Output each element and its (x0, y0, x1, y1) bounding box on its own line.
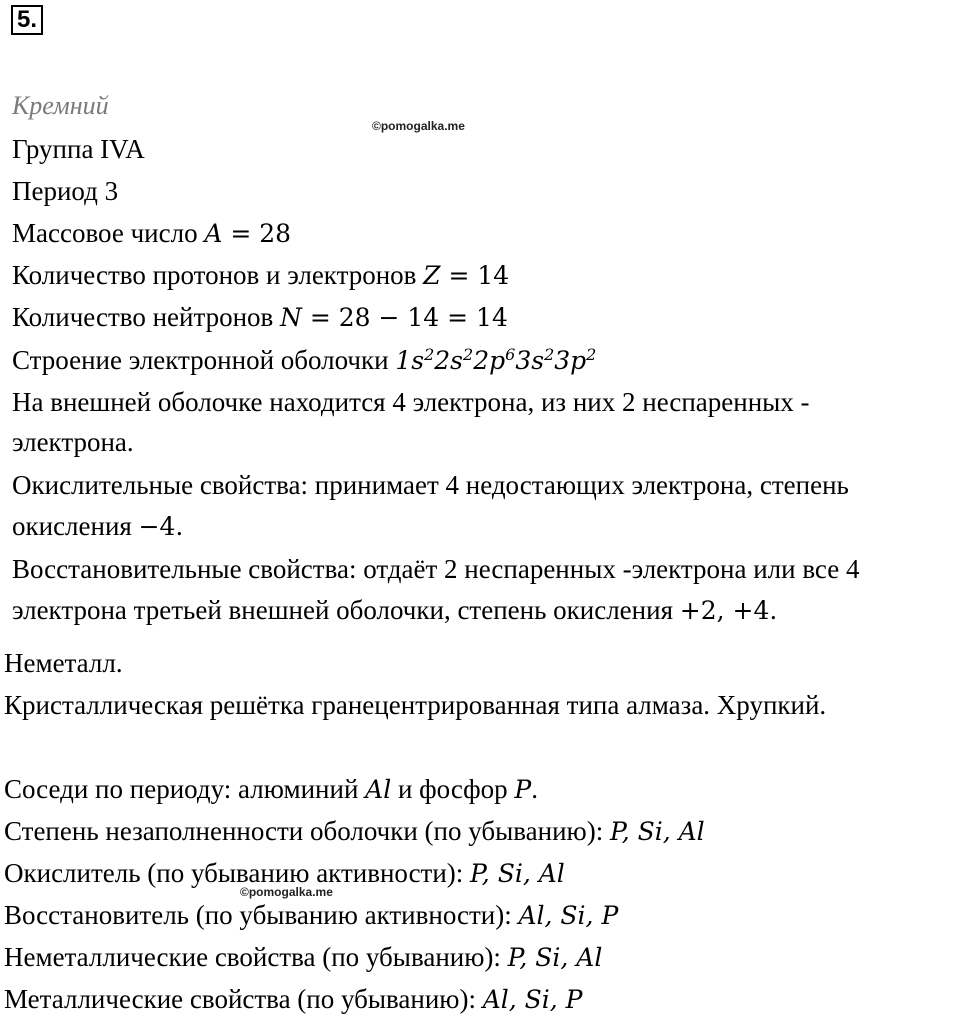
config-term-base: 3p (554, 346, 587, 375)
nonmetallic-line (4, 941, 602, 974)
watermark-top: ©pomogalka.me (372, 119, 465, 133)
metallic-line (4, 983, 583, 1016)
oxidation-label: окисления (12, 511, 139, 541)
unfilled-line (4, 815, 705, 848)
neighbors-label: Соседи по периоду: алюминий (4, 774, 366, 804)
reducer-line (4, 899, 618, 932)
period-line: Период 3 (12, 176, 119, 206)
oxidizing-line-1: Окислительные свойства: принимает 4 недостающих электрона, степень (12, 470, 849, 500)
mass-number-label: Массовое число (12, 218, 205, 248)
neighbors-and: и фосфор (391, 774, 515, 804)
config-term-superscript: 2 (424, 345, 435, 365)
task-number: 5. (11, 5, 43, 35)
reducing-label: электрона третьей внешней оболочки, степень окисления (12, 595, 680, 625)
metallic-label: Металлические свойства (по убыванию): (4, 984, 483, 1014)
config-term-superscript: 2 (586, 345, 597, 365)
unfilled-label: Степень незаполненности оболочки (по убыванию): (4, 816, 610, 846)
element-title: Кремний (12, 91, 109, 120)
outer-shell-line-1: На внешней оболочке находится 4 электрона, из них 2 неспаренных - (12, 387, 810, 417)
protons-value: = 14 (440, 261, 510, 290)
config-term-base: 3s (515, 346, 545, 375)
reducer-value: Al, Si, P (518, 901, 619, 930)
shell-structure-label: Строение электронной оболочки (12, 345, 396, 375)
oxidation-value: −4. (138, 512, 184, 541)
config-term-base: 1s (395, 346, 425, 375)
reducing-line-1: Восстановительные свойства: отдаёт 2 неспаренных -электрона или все 4 (12, 554, 860, 584)
protons-line (12, 259, 509, 292)
neighbors-line (4, 773, 538, 806)
oxidizer-value: P, Si, Al (470, 859, 565, 888)
outer-shell-line-2: электрона. (12, 427, 134, 457)
neighbor-al: Al (365, 775, 392, 804)
protons-label: Количество протонов и электронов (12, 260, 424, 290)
reducing-line-2 (12, 594, 777, 627)
nonmetallic-label: Неметаллические свойства (по убыванию): (4, 942, 508, 972)
mass-number-value: = 28 (222, 219, 292, 248)
neutrons-line (12, 301, 508, 334)
config-term-superscript: 2 (463, 345, 474, 365)
group-line: Группа IVA (12, 134, 145, 164)
watermark-bottom: ©pomogalka.me (240, 885, 333, 899)
config-term-base: 2p (473, 346, 506, 375)
shell-structure-line (12, 344, 596, 377)
crystal-line: Кристаллическая решётка гранецентрированная типа алмаза. Хрупкий. (4, 690, 827, 720)
neutrons-value: = 28 − 14 = 14 (301, 303, 508, 332)
nonmetallic-value: P, Si, Al (507, 943, 603, 972)
reducer-label: Восстановитель (по убыванию активности): (4, 900, 519, 930)
nonmetal-line: Неметалл. (4, 648, 123, 678)
config-term-superscript: 2 (544, 345, 555, 365)
oxidizing-line-2 (12, 510, 183, 543)
mass-number-line (12, 217, 291, 250)
protons-var: Z (423, 261, 441, 290)
neighbors-end: . (531, 774, 538, 804)
metallic-value: Al, Si, P (482, 985, 583, 1014)
config-term-base: 2s (434, 346, 464, 375)
mass-number-var: A (204, 219, 223, 248)
neighbor-p: P (514, 775, 532, 804)
neutrons-label: Количество нейтронов (12, 302, 281, 332)
unfilled-value: P, Si, Al (609, 817, 705, 846)
oxidizer-label: Окислитель (по убыванию активности): (4, 858, 471, 888)
reducing-value: +2, +4. (679, 596, 778, 625)
electron-configuration (395, 346, 596, 375)
config-term-superscript: 6 (505, 345, 516, 365)
neutrons-var: N (280, 303, 302, 332)
